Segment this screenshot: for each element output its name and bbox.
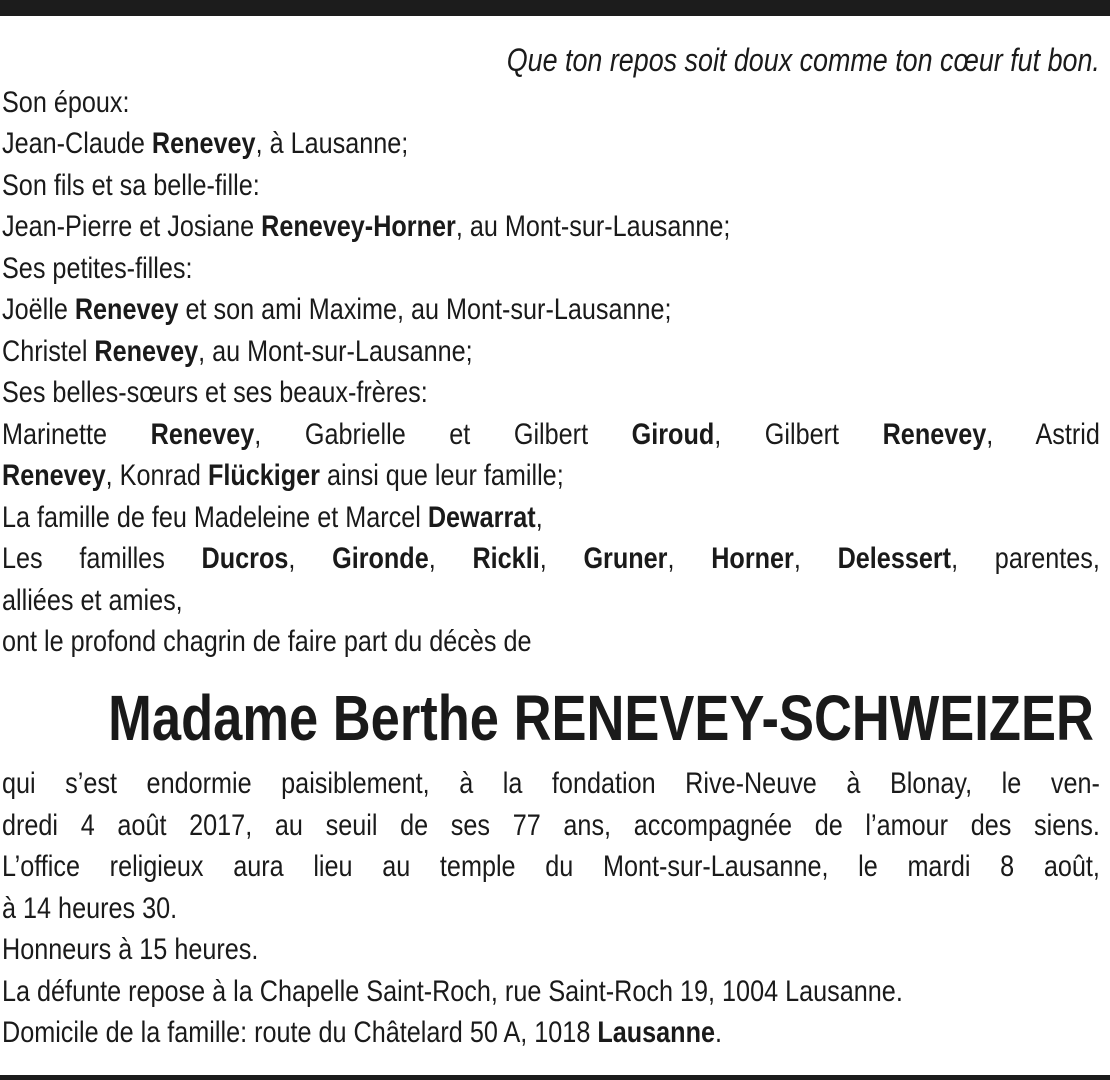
dewarrat-post: , <box>535 500 543 534</box>
inlaws2-b2: Flückiger <box>207 459 320 492</box>
gd2-surname: Renevey <box>94 334 199 368</box>
family-name-5: Horner <box>711 542 794 575</box>
families-sep-1: , <box>288 542 333 575</box>
domicile-pre: Domicile de la famille: route du Châtelard 50 A, 1018 <box>2 1016 598 1049</box>
inlaws-line-1 <box>2 414 1100 456</box>
gd2-first: Christel <box>2 334 95 368</box>
family-name-6: Delessert <box>837 542 952 575</box>
granddaughters-label: Ses petites-filles: <box>2 251 193 285</box>
inlaws2-a: , Konrad <box>105 459 208 492</box>
gd1-first: Joëlle <box>2 293 75 326</box>
families-sep-3: , <box>539 542 584 575</box>
dewarrat-line <box>2 497 1100 539</box>
details-line-4: à 14 heures 30. <box>2 891 178 925</box>
deceased-name-heading <box>0 678 1110 758</box>
inlaws-a: Marinette <box>2 417 151 451</box>
spouse-surname: Renevey <box>151 127 256 160</box>
details-line-1: qui s’est endormie paisiblement, à la fondation Rive-Neuve à Blonay, le ven- <box>2 767 1100 800</box>
domicile-post: . <box>714 1016 722 1049</box>
inlaws2-b1: Renevey <box>2 459 106 492</box>
gd1-surname: Renevey <box>74 293 179 326</box>
top-rule <box>0 0 1110 16</box>
granddaughter-1-line <box>2 289 1100 331</box>
families-line-2: alliées et amies, <box>2 583 183 617</box>
spouse-first: Jean-Claude <box>2 127 152 160</box>
inlaws-b3: Renevey <box>882 417 987 451</box>
motto: Que ton repos soit doux comme ton cœur fut bon. <box>506 42 1100 78</box>
families-line-1 <box>2 538 1100 580</box>
son-line <box>2 206 1100 248</box>
details-line-7 <box>2 1012 1100 1054</box>
inlaws-label: Ses belles-sœurs et ses beaux-frères: <box>2 376 428 409</box>
domicile-city: Lausanne <box>597 1016 715 1049</box>
families-sep-4: , <box>667 542 712 575</box>
details-line-3: L’office religieux aura lieu au temple du Mont-sur-Lausanne, le mardi 8 août, <box>2 850 1100 883</box>
announcement-line: ont le profond chagrin de faire part du décès de <box>2 625 532 658</box>
son-place: , au Mont-sur-Lausanne; <box>455 210 731 243</box>
dewarrat-pre: La famille de feu Madeleine et Marcel <box>2 500 428 534</box>
details-section <box>2 763 1100 1054</box>
son-surname: Renevey-Horner <box>261 210 456 243</box>
inlaws2-c: ainsi que leur famille; <box>319 459 564 492</box>
families-post: , parentes, <box>951 542 1100 575</box>
families-sep-5: , <box>793 542 838 575</box>
spouse-place: , à Lausanne; <box>255 127 409 160</box>
son-first: Jean-Pierre et Josiane <box>2 210 262 243</box>
inlaws-d: , Gilbert <box>714 417 883 451</box>
dewarrat-name: Dewarrat <box>427 500 536 534</box>
inlaws-b1: Renevey <box>150 417 255 451</box>
families-sep-2: , <box>428 542 473 575</box>
inlaws-c: , Gabrielle et Gilbert <box>254 417 632 451</box>
deceased-name: Madame Berthe RENEVEY-SCHWEIZER <box>108 682 1094 754</box>
granddaughter-2-line <box>2 331 1100 373</box>
details-line-6: La défunte repose à la Chapelle Saint-Roch, rue Saint-Roch 19, 1004 Lausanne. <box>2 974 903 1008</box>
family-name-4: Gruner <box>583 542 668 575</box>
gd1-rest: et son ami Maxime, au Mont-sur-Lausanne; <box>178 293 672 326</box>
family-name-3: Rickli <box>472 542 540 575</box>
spouse-line <box>2 123 1100 165</box>
inlaws-e: , Astrid <box>986 417 1100 451</box>
family-section <box>2 40 1100 663</box>
gd2-rest: , au Mont-sur-Lausanne; <box>198 334 473 368</box>
inlaws-line-2 <box>2 455 1100 497</box>
bottom-rule <box>0 1075 1110 1080</box>
son-label: Son fils et sa belle-fille: <box>2 168 260 202</box>
details-line-5: Honneurs à 15 heures. <box>2 933 259 966</box>
family-name-2: Gironde <box>332 542 429 575</box>
inlaws-b2: Giroud <box>631 417 715 451</box>
family-name-1: Ducros <box>201 542 289 575</box>
families-pre: Les familles <box>2 542 202 575</box>
spouse-label: Son époux: <box>2 85 130 119</box>
details-line-2: dredi 4 août 2017, au seuil de ses 77 ans, accompagnée de l’amour des siens. <box>2 808 1100 842</box>
